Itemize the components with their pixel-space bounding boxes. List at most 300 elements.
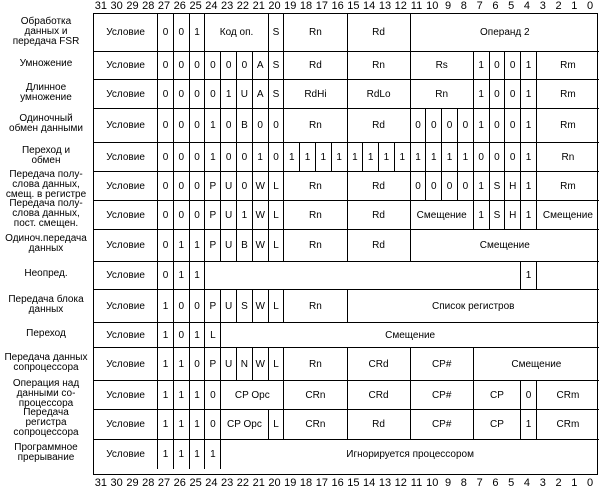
field-cell: 1 [204,439,220,469]
field-cell: 0 [173,200,189,229]
field-cell: Rn [283,171,346,200]
field-cell: Rn [283,229,346,261]
row-label-line: умножение [20,91,72,103]
row-label-line: Переход [26,327,66,339]
field-cell: RdHi [283,79,346,108]
bit-number-top-30: 30 [110,0,123,12]
field-cell: Условие [94,439,157,469]
bit-number-top-23: 23 [221,0,234,12]
bit-number-bottom-18: 18 [299,477,313,489]
field-cell: 0 [252,108,268,142]
bit-number-top-6: 6 [492,0,499,12]
row-label-line: Передача [23,407,69,418]
bit-number-top-1: 1 [571,0,578,12]
bit-number-bottom-2: 2 [555,477,562,489]
field-cell: 1 [189,322,205,347]
bit-number-top-17: 17 [315,0,328,12]
bit-number-top-26: 26 [173,0,186,12]
field-cell: Условие [94,261,157,289]
row-label [0,408,92,438]
field-cell: Условие [94,347,157,380]
bit-number-top-28: 28 [142,0,155,12]
row-label-line: Передача данных [4,351,88,363]
row-label [0,260,92,288]
bit-number-bottom-11: 11 [410,477,423,489]
field-cell: 1 [315,142,331,171]
row-label [0,78,92,107]
field-cell: 0 [189,200,205,229]
field-cell: 0 [504,108,520,142]
bit-number-bottom-19: 19 [284,477,297,489]
field-cell: 1 [157,322,173,347]
field-cell: 1 [189,261,205,289]
bit-number-top-21: 21 [252,0,265,12]
field-cell: B [236,108,252,142]
field-cell: 0 [220,108,236,142]
field-cell: Rn [283,200,346,229]
bit-number-top-14: 14 [363,0,376,12]
field-cell: Rn [283,347,346,380]
field-cell: 1 [473,108,489,142]
bit-number-top-20: 20 [268,0,281,12]
field-cell: Смещение [536,200,599,229]
field-cell: 0 [441,171,457,200]
field-cell: 0 [504,79,520,108]
field-cell: 0 [457,171,473,200]
row-label [0,50,92,78]
field-cell: 0 [220,142,236,171]
bit-number-bottom-5: 5 [508,477,515,489]
bit-number-bottom-15: 15 [347,477,360,489]
bit-number-top-29: 29 [126,0,139,12]
field-cell: W [252,200,268,229]
row-label [0,141,92,170]
bit-number-bottom-24: 24 [205,477,218,489]
field-cell: 0 [489,51,505,79]
field-cell: 1 [204,108,220,142]
field-cell: N [236,347,252,380]
bit-number-bottom-14: 14 [363,477,376,489]
bit-number-bottom-22: 22 [236,477,250,489]
row-label-line: смещ. в регистре [5,188,87,200]
field-cell: S [489,171,505,200]
field-cell: Смещение [410,200,473,229]
field-cell: 0 [157,200,173,229]
bit-number-top-15: 15 [347,0,360,12]
field-cell: 1 [173,439,189,469]
instruction-format-table [93,13,598,475]
row-label-line: обмен [31,154,61,166]
bit-number-bottom-21: 21 [252,477,265,489]
bit-number-bottom-17: 17 [315,477,328,489]
bit-number-top-13: 13 [378,0,392,12]
field-cell: CP Opc [220,380,283,409]
field-cell: 1 [473,51,489,79]
field-cell: 1 [520,261,536,289]
field-cell: 0 [157,51,173,79]
row-label-line: слова данных, [12,207,80,219]
field-cell: 1 [473,200,489,229]
field-cell: 1 [189,380,205,409]
field-cell: 1 [173,409,189,439]
row-label [0,170,92,199]
bit-number-bottom-27: 27 [157,477,171,489]
field-cell: 1 [299,142,315,171]
bit-number-top-2: 2 [555,0,562,12]
field-cell: 0 [425,108,441,142]
field-cell: Условие [94,171,157,200]
row-label-line: данных [28,243,64,254]
field-cell: 0 [173,289,189,322]
field-cell: 0 [489,79,505,108]
row-label [0,13,92,50]
field-cell: Rn [536,142,599,171]
field-cell: CP# [410,347,473,380]
field-cell: Rd [347,229,410,261]
field-cell: 0 [173,142,189,171]
field-cell: S [236,289,252,322]
field-cell: Смещение [220,322,599,347]
bit-number-top-27: 27 [157,0,171,12]
field-cell: 0 [157,142,173,171]
field-cell: Смещение [473,347,599,380]
field-cell: U [220,200,236,229]
field-cell: S [489,200,505,229]
field-cell: Rd [347,200,410,229]
field-cell: L [268,409,284,439]
field-cell: 0 [189,142,205,171]
row-label [0,107,92,141]
field-cell: 1 [204,142,220,171]
field-cell: Rn [347,51,410,79]
field-cell: CRm [536,409,599,439]
field-cell: 1 [425,142,441,171]
bit-number-top-18: 18 [299,0,313,12]
field-cell: 0 [173,14,189,51]
field-cell: 0 [204,79,220,108]
field-cell: 0 [173,108,189,142]
field-cell: P [204,347,220,380]
field-cell: S [268,79,284,108]
bit-number-bottom-7: 7 [476,477,483,489]
field-empty [204,261,520,289]
bit-number-top-19: 19 [284,0,297,12]
bit-number-top-31: 31 [94,0,108,12]
row-label [0,438,92,468]
field-cell: 1 [157,347,173,380]
field-cell: 0 [157,14,173,51]
field-cell: Условие [94,79,157,108]
row-label-line: процессора [18,397,74,409]
bit-number-bottom-16: 16 [331,477,344,489]
field-cell: 0 [441,108,457,142]
field-cell: 1 [236,200,252,229]
row-label [0,288,92,321]
field-cell: S [268,51,284,79]
bit-number-top-9: 9 [445,0,452,12]
field-cell: L [204,322,220,347]
field-cell: W [252,171,268,200]
field-cell: Условие [94,51,157,79]
bit-number-bottom-1: 1 [571,477,578,489]
bit-number-top-0: 0 [587,0,594,12]
field-cell: 0 [157,108,173,142]
field-cell: Rn [283,289,346,322]
field-cell: 1 [362,142,378,171]
field-cell: S [268,14,284,51]
bit-number-bottom-3: 3 [539,477,546,489]
row-label [0,321,92,346]
row-label-line: Переход и [21,144,71,156]
field-cell: P [204,289,220,322]
field-cell: 0 [157,229,173,261]
field-cell: H [504,171,520,200]
bit-number-top-10: 10 [426,0,439,12]
field-cell: CRd [347,347,410,380]
field-cell: RdLo [347,79,410,108]
field-cell: 0 [220,51,236,79]
row-label-line: Передача полу- [9,168,83,180]
row-label [0,228,92,260]
field-cell: CP Opc [220,409,267,439]
field-cell: 1 [441,142,457,171]
row-label [0,346,92,379]
row-label-line: сопроцессора [13,427,79,438]
field-cell: B [236,229,252,261]
field-cell: 1 [157,409,173,439]
row-label-line: Обработка [20,15,72,27]
field-cell: P [204,229,220,261]
row-label-line: регистра [25,417,67,428]
field-empty [536,261,599,289]
field-cell: 0 [236,171,252,200]
field-cell: 0 [189,79,205,108]
field-cell: 0 [268,142,284,171]
field-cell: L [268,200,284,229]
field-cell: Rs [410,51,473,79]
field-cell: P [204,171,220,200]
row-label-line: прерывание [17,452,75,463]
field-cell: 1 [173,261,189,289]
field-cell: A [252,51,268,79]
field-cell: 0 [157,261,173,289]
field-cell: 0 [204,409,220,439]
bit-number-bottom-26: 26 [173,477,186,489]
field-cell: 1 [520,108,536,142]
field-cell: U [220,171,236,200]
field-cell: 1 [189,14,205,51]
field-cell: U [236,79,252,108]
field-cell: 1 [173,380,189,409]
field-cell: Rd [347,14,410,51]
field-cell: 1 [173,347,189,380]
row-label-line: сопроцессора [13,361,79,373]
field-cell: 1 [520,171,536,200]
field-cell: 0 [173,322,189,347]
field-cell: 0 [268,108,284,142]
field-cell: Условие [106,27,145,38]
field-cell: W [252,289,268,322]
field-cell: Условие [94,108,157,142]
field-cell: 1 [394,142,410,171]
row-label-line: Умножение [19,58,73,69]
bit-number-top-5: 5 [508,0,515,12]
bit-number-bottom-9: 9 [445,477,452,489]
field-cell: 1 [520,200,536,229]
field-cell: 0 [189,347,205,380]
field-cell: Игнорируется процессором [220,439,599,469]
field-cell: 0 [157,171,173,200]
field-cell: 0 [236,51,252,79]
field-cell: 1 [331,142,347,171]
field-cell: 0 [410,108,426,142]
bit-number-top-25: 25 [189,0,202,12]
field-cell: 1 [473,171,489,200]
row-label-line: Неопред. [24,268,68,279]
bit-number-bottom-20: 20 [268,477,281,489]
field-cell: 0 [489,142,505,171]
field-cell: 0 [425,171,441,200]
row-label-line: Одиночный [19,113,73,124]
field-cell: CRn [283,409,346,439]
field-cell: 0 [504,142,520,171]
bit-number-top-7: 7 [476,0,483,12]
field-cell: Условие [94,380,157,409]
field-cell: 0 [173,79,189,108]
field-cell: W [252,347,268,380]
row-label-line: Одиноч.передача [5,233,87,244]
field-cell: 0 [204,380,220,409]
field-cell: 1 [157,289,173,322]
field-cell: 1 [520,409,536,439]
field-cell: 0 [457,108,473,142]
field-cell: CP# [410,409,473,439]
field-cell: Rm [536,79,599,108]
bit-number-bottom-6: 6 [492,477,499,489]
bit-number-bottom-25: 25 [189,477,202,489]
field-cell: W [252,229,268,261]
bit-number-bottom-12: 12 [394,477,407,489]
field-cell: 0 [204,51,220,79]
field-cell: Rd [283,51,346,79]
field-cell: A [252,79,268,108]
bit-number-bottom-10: 10 [426,477,439,489]
field-cell: 0 [157,79,173,108]
field-cell: L [268,229,284,261]
field-cell: Код оп. [204,14,267,51]
field-cell: Список регистров [347,289,600,322]
row-label-line: данными со- [16,387,76,399]
field-cell: 1 [378,142,394,171]
field-cell: 1 [157,439,173,469]
field-cell: H [504,200,520,229]
field-cell: 0 [173,51,189,79]
field-cell: 0 [236,142,252,171]
field-cell: 1 [189,439,205,469]
row-label-line: данных и [24,25,68,37]
bit-number-bottom-8: 8 [460,477,467,489]
field-cell: 1 [520,142,536,171]
field-cell: Rd [347,108,410,142]
field-cell: Rn [283,108,346,142]
field-cell: 1 [283,142,299,171]
field-cell: Rn [410,79,473,108]
field-cell: Условие [94,409,157,439]
field-cell: 0 [189,51,205,79]
field-cell: Операнд 2 [410,14,599,51]
field-cell: Условие [94,200,157,229]
bit-number-bottom-0: 0 [587,477,594,489]
field-cell: CRm [536,380,599,409]
bit-number-bottom-31: 31 [94,477,108,489]
field-cell: Условие [94,142,157,171]
bit-number-top-12: 12 [394,0,407,12]
field-cell: Rm [536,108,599,142]
field-cell: 1 [220,79,236,108]
bit-number-bottom-28: 28 [142,477,155,489]
field-cell: Условие [94,229,157,261]
field-cell: 1 [520,79,536,108]
field-cell: 1 [173,229,189,261]
row-label-line: Операция над [12,377,80,389]
field-cell: 0 [504,51,520,79]
row-label-line: обмен данными [9,123,83,134]
row-label [0,199,92,228]
row-label [0,379,92,408]
field-cell: 1 [157,380,173,409]
field-cell: 1 [473,79,489,108]
field-cell: L [268,171,284,200]
field-cell: U [220,289,236,322]
field-cell: P [204,200,220,229]
field-cell: 1 [189,229,205,261]
field-cell: Rn [283,14,346,51]
field-cell: L [268,347,284,380]
row-label-line: Передача полу- [9,197,83,209]
row-label-line: данных [28,303,64,315]
bit-number-top-4: 4 [523,0,531,12]
field-cell: Rm [536,51,599,79]
row-label-line: слова данных, [12,178,80,190]
field-cell: L [268,289,284,322]
field-cell: U [220,229,236,261]
row-label-line: Передача блока [8,293,84,305]
bit-number-top-11: 11 [410,0,423,12]
field-cell: 1 [252,142,268,171]
bit-number-bottom-30: 30 [110,477,123,489]
field-cell: 1 [410,142,426,171]
field-cell: 0 [189,171,205,200]
field-cell: Rd [347,409,410,439]
field-cell: CP [473,380,520,409]
row-label-line: пост. смещен. [13,217,79,229]
row-label-line: Программное [14,442,78,453]
field-cell: 0 [489,108,505,142]
field-cell: CRn [283,380,346,409]
bit-number-top-24: 24 [205,0,218,12]
field-cell: 1 [520,51,536,79]
row-label-line: Длинное [25,81,67,93]
field-cell: 0 [410,171,426,200]
bit-number-top-16: 16 [331,0,344,12]
field-cell: Условие [94,289,157,322]
field-cell: 1 [189,409,205,439]
bit-number-bottom-23: 23 [221,477,234,489]
field-cell: CP# [410,380,473,409]
bit-number-top-22: 22 [236,0,250,12]
bit-number-top-8: 8 [460,0,467,12]
field-cell: CP [473,409,520,439]
